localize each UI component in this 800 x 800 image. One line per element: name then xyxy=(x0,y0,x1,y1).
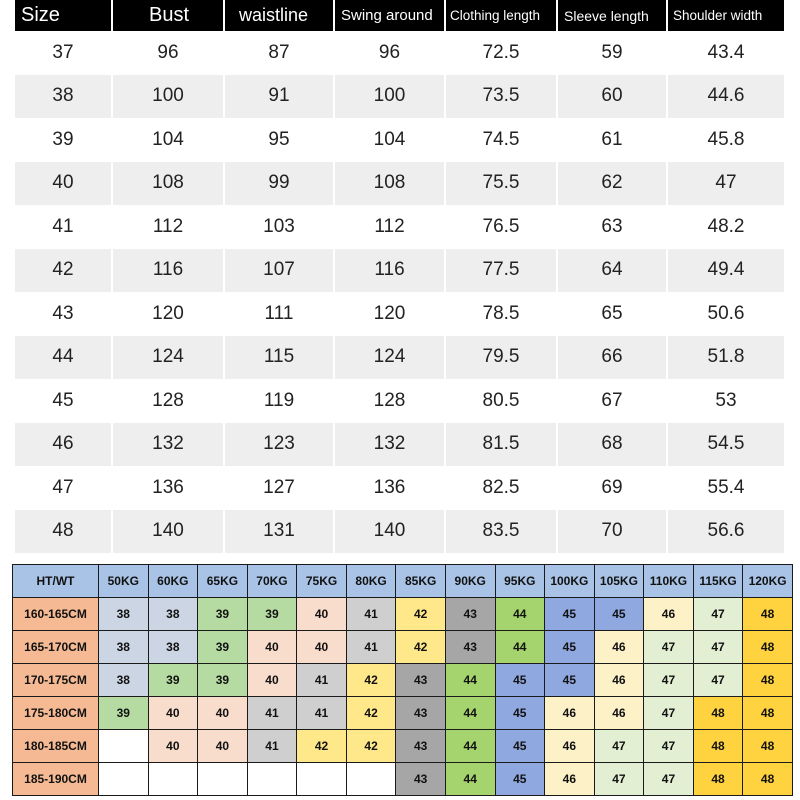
table-row xyxy=(15,249,784,293)
fit-size-cell: 44 xyxy=(495,598,545,631)
table-cell: 124 xyxy=(113,336,225,380)
weight-header: 60KG xyxy=(148,565,198,598)
fit-size-cell: 47 xyxy=(594,763,644,796)
fit-size-cell xyxy=(346,763,396,796)
table-row xyxy=(15,336,784,380)
fit-chart-row xyxy=(13,631,793,664)
table-cell: 60 xyxy=(558,75,668,119)
table-cell: 124 xyxy=(335,336,446,380)
fit-size-cell: 41 xyxy=(247,730,297,763)
weight-header: 110KG xyxy=(644,565,694,598)
header-waistline: waistline xyxy=(225,0,335,31)
table-row xyxy=(15,466,784,510)
height-row-label: 175-180CM xyxy=(13,697,99,730)
table-cell: 47 xyxy=(15,466,113,510)
height-row-label: 185-190CM xyxy=(13,763,99,796)
table-cell: 115 xyxy=(225,336,335,380)
table-cell: 56.6 xyxy=(668,510,784,554)
table-cell: 69 xyxy=(558,466,668,510)
table-row xyxy=(15,31,784,75)
fit-size-cell: 46 xyxy=(545,763,595,796)
weight-header: 120KG xyxy=(743,565,793,598)
table-cell: 38 xyxy=(15,75,113,119)
fit-size-cell: 45 xyxy=(545,631,595,664)
fit-size-cell: 39 xyxy=(148,664,198,697)
table-cell: 87 xyxy=(225,31,335,75)
table-cell: 44 xyxy=(15,336,113,380)
table-cell: 123 xyxy=(225,423,335,467)
height-row-label: 165-170CM xyxy=(13,631,99,664)
table-row xyxy=(15,75,784,119)
fit-size-cell: 38 xyxy=(148,631,198,664)
header-shoulder-width: Shoulder width xyxy=(668,0,784,31)
table-cell: 66 xyxy=(558,336,668,380)
fit-size-cell: 40 xyxy=(297,598,347,631)
table-cell: 44.6 xyxy=(668,75,784,119)
table-cell: 41 xyxy=(15,205,113,249)
table-cell: 100 xyxy=(335,75,446,119)
header-bust: Bust xyxy=(113,0,225,31)
fit-size-cell: 44 xyxy=(445,763,495,796)
weight-header: 105KG xyxy=(594,565,644,598)
weight-header: 115KG xyxy=(693,565,743,598)
table-cell: 136 xyxy=(335,466,446,510)
fit-size-cell: 43 xyxy=(396,730,446,763)
fit-size-cell: 39 xyxy=(198,631,248,664)
weight-header: 90KG xyxy=(445,565,495,598)
fit-size-cell: 45 xyxy=(495,697,545,730)
fit-size-cell: 45 xyxy=(495,763,545,796)
table-cell: 131 xyxy=(225,510,335,554)
table-cell: 43 xyxy=(15,292,113,336)
table-cell: 96 xyxy=(335,31,446,75)
table-cell: 108 xyxy=(113,162,225,206)
table-cell: 49.4 xyxy=(668,249,784,293)
table-cell: 55.4 xyxy=(668,466,784,510)
fit-size-cell: 40 xyxy=(148,730,198,763)
fit-size-cell: 48 xyxy=(743,763,793,796)
table-cell: 51.8 xyxy=(668,336,784,380)
fit-size-cell: 47 xyxy=(644,631,694,664)
fit-size-cell: 40 xyxy=(247,664,297,697)
size-measurement-table xyxy=(15,0,784,553)
header-clothing-length: Clothing length xyxy=(446,0,558,31)
table-cell: 132 xyxy=(335,423,446,467)
fit-size-cell: 47 xyxy=(693,631,743,664)
table-cell: 116 xyxy=(113,249,225,293)
table-cell: 76.5 xyxy=(446,205,558,249)
weight-header: 100KG xyxy=(545,565,595,598)
fit-size-cell: 47 xyxy=(594,730,644,763)
table-cell: 81.5 xyxy=(446,423,558,467)
table-cell: 72.5 xyxy=(446,31,558,75)
fit-chart-row xyxy=(13,697,793,730)
table-cell: 136 xyxy=(113,466,225,510)
table-cell: 50.6 xyxy=(668,292,784,336)
fit-size-cell: 48 xyxy=(693,730,743,763)
table-cell: 53 xyxy=(668,379,784,423)
fit-size-cell: 42 xyxy=(346,730,396,763)
table-cell: 70 xyxy=(558,510,668,554)
fit-size-cell: 39 xyxy=(247,598,297,631)
fit-size-cell: 41 xyxy=(297,664,347,697)
table-cell: 91 xyxy=(225,75,335,119)
table-row xyxy=(15,118,784,162)
fit-chart-corner-label: HT/WT xyxy=(13,565,99,598)
table-cell: 42 xyxy=(15,249,113,293)
fit-size-cell: 40 xyxy=(247,631,297,664)
fit-size-cell: 48 xyxy=(693,697,743,730)
fit-size-cell: 44 xyxy=(445,664,495,697)
table-cell: 73.5 xyxy=(446,75,558,119)
table-cell: 103 xyxy=(225,205,335,249)
fit-size-cell: 38 xyxy=(99,631,149,664)
table-cell: 96 xyxy=(113,31,225,75)
table-row xyxy=(15,379,784,423)
header-sleeve-length: Sleeve length xyxy=(558,0,668,31)
table-cell: 48 xyxy=(15,510,113,554)
fit-size-cell: 43 xyxy=(396,763,446,796)
fit-size-cell: 42 xyxy=(396,631,446,664)
table-cell: 127 xyxy=(225,466,335,510)
fit-size-cell: 48 xyxy=(743,598,793,631)
fit-size-cell: 46 xyxy=(545,697,595,730)
table-cell: 112 xyxy=(113,205,225,249)
table-cell: 74.5 xyxy=(446,118,558,162)
fit-chart-row xyxy=(13,664,793,697)
table-cell: 119 xyxy=(225,379,335,423)
table-cell: 78.5 xyxy=(446,292,558,336)
fit-size-cell: 44 xyxy=(495,631,545,664)
weight-header: 70KG xyxy=(247,565,297,598)
fit-size-cell: 46 xyxy=(594,664,644,697)
table-cell: 108 xyxy=(335,162,446,206)
table-cell: 40 xyxy=(15,162,113,206)
table-cell: 62 xyxy=(558,162,668,206)
table-cell: 46 xyxy=(15,423,113,467)
table-cell: 120 xyxy=(113,292,225,336)
table-cell: 128 xyxy=(113,379,225,423)
fit-size-cell: 38 xyxy=(148,598,198,631)
fit-size-cell xyxy=(148,763,198,796)
table-cell: 107 xyxy=(225,249,335,293)
table-cell: 116 xyxy=(335,249,446,293)
weight-header: 50KG xyxy=(99,565,149,598)
table-cell: 43.4 xyxy=(668,31,784,75)
fit-size-cell: 42 xyxy=(346,664,396,697)
table-cell: 128 xyxy=(335,379,446,423)
fit-size-cell: 45 xyxy=(594,598,644,631)
table-cell: 63 xyxy=(558,205,668,249)
fit-size-cell: 45 xyxy=(495,730,545,763)
fit-size-cell: 46 xyxy=(545,730,595,763)
fit-size-cell: 45 xyxy=(495,664,545,697)
height-row-label: 180-185CM xyxy=(13,730,99,763)
table-cell: 48.2 xyxy=(668,205,784,249)
fit-size-cell: 40 xyxy=(297,631,347,664)
fit-size-cell: 47 xyxy=(644,763,694,796)
table-cell: 67 xyxy=(558,379,668,423)
table-cell: 140 xyxy=(335,510,446,554)
height-row-label: 160-165CM xyxy=(13,598,99,631)
size-table-header-row xyxy=(15,0,784,31)
fit-size-cell: 41 xyxy=(247,697,297,730)
table-cell: 39 xyxy=(15,118,113,162)
fit-size-cell: 39 xyxy=(99,697,149,730)
fit-size-cell: 47 xyxy=(693,598,743,631)
fit-size-cell: 43 xyxy=(445,631,495,664)
fit-size-cell: 40 xyxy=(198,697,248,730)
fit-size-cell: 48 xyxy=(693,763,743,796)
table-cell: 54.5 xyxy=(668,423,784,467)
fit-size-cell: 40 xyxy=(198,730,248,763)
table-cell: 132 xyxy=(113,423,225,467)
fit-size-cell: 48 xyxy=(743,664,793,697)
fit-size-cell: 40 xyxy=(148,697,198,730)
fit-size-cell: 45 xyxy=(545,598,595,631)
table-cell: 80.5 xyxy=(446,379,558,423)
fit-size-cell: 44 xyxy=(445,730,495,763)
table-cell: 140 xyxy=(113,510,225,554)
weight-header: 85KG xyxy=(396,565,446,598)
fit-size-cell: 41 xyxy=(346,598,396,631)
table-cell: 99 xyxy=(225,162,335,206)
fit-size-cell xyxy=(198,763,248,796)
fit-size-cell: 42 xyxy=(396,598,446,631)
fit-size-cell xyxy=(297,763,347,796)
fit-size-cell: 38 xyxy=(99,664,149,697)
table-cell: 112 xyxy=(335,205,446,249)
fit-size-cell: 42 xyxy=(346,697,396,730)
height-weight-fit-chart xyxy=(12,564,793,796)
table-row xyxy=(15,292,784,336)
weight-header: 80KG xyxy=(346,565,396,598)
table-cell: 104 xyxy=(113,118,225,162)
fit-size-cell: 47 xyxy=(693,664,743,697)
fit-size-cell: 47 xyxy=(644,730,694,763)
fit-size-cell: 44 xyxy=(445,697,495,730)
table-cell: 82.5 xyxy=(446,466,558,510)
table-cell: 83.5 xyxy=(446,510,558,554)
header-size: Size xyxy=(15,0,113,31)
fit-size-cell: 42 xyxy=(297,730,347,763)
fit-size-cell: 48 xyxy=(743,631,793,664)
table-cell: 47 xyxy=(668,162,784,206)
table-cell: 68 xyxy=(558,423,668,467)
weight-header: 95KG xyxy=(495,565,545,598)
fit-size-cell: 41 xyxy=(346,631,396,664)
fit-size-cell: 48 xyxy=(743,697,793,730)
table-cell: 111 xyxy=(225,292,335,336)
height-row-label: 170-175CM xyxy=(13,664,99,697)
table-cell: 75.5 xyxy=(446,162,558,206)
header-swing-around: Swing around xyxy=(335,0,446,31)
table-row xyxy=(15,205,784,249)
fit-size-cell: 38 xyxy=(99,598,149,631)
table-cell: 79.5 xyxy=(446,336,558,380)
table-cell: 45.8 xyxy=(668,118,784,162)
fit-size-cell: 41 xyxy=(297,697,347,730)
table-cell: 61 xyxy=(558,118,668,162)
fit-size-cell: 43 xyxy=(396,664,446,697)
table-row xyxy=(15,423,784,467)
fit-size-cell: 45 xyxy=(545,664,595,697)
table-row xyxy=(15,162,784,206)
table-cell: 59 xyxy=(558,31,668,75)
fit-size-cell: 47 xyxy=(644,697,694,730)
table-row xyxy=(15,510,784,554)
fit-size-cell: 43 xyxy=(445,598,495,631)
table-cell: 64 xyxy=(558,249,668,293)
fit-size-cell: 48 xyxy=(743,730,793,763)
fit-size-cell: 46 xyxy=(644,598,694,631)
fit-chart-header-row xyxy=(13,565,793,598)
table-cell: 37 xyxy=(15,31,113,75)
fit-size-cell: 39 xyxy=(198,598,248,631)
table-cell: 65 xyxy=(558,292,668,336)
fit-chart-row xyxy=(13,598,793,631)
fit-size-cell xyxy=(99,763,149,796)
fit-size-cell: 46 xyxy=(594,631,644,664)
fit-size-cell xyxy=(247,763,297,796)
weight-header: 65KG xyxy=(198,565,248,598)
fit-size-cell: 43 xyxy=(396,697,446,730)
table-cell: 120 xyxy=(335,292,446,336)
table-cell: 95 xyxy=(225,118,335,162)
fit-chart-row xyxy=(13,730,793,763)
fit-size-cell: 39 xyxy=(198,664,248,697)
table-cell: 45 xyxy=(15,379,113,423)
fit-size-cell: 47 xyxy=(644,664,694,697)
table-cell: 100 xyxy=(113,75,225,119)
fit-size-cell: 46 xyxy=(594,697,644,730)
weight-header: 75KG xyxy=(297,565,347,598)
fit-size-cell xyxy=(99,730,149,763)
table-cell: 77.5 xyxy=(446,249,558,293)
fit-chart-row xyxy=(13,763,793,796)
table-cell: 104 xyxy=(335,118,446,162)
